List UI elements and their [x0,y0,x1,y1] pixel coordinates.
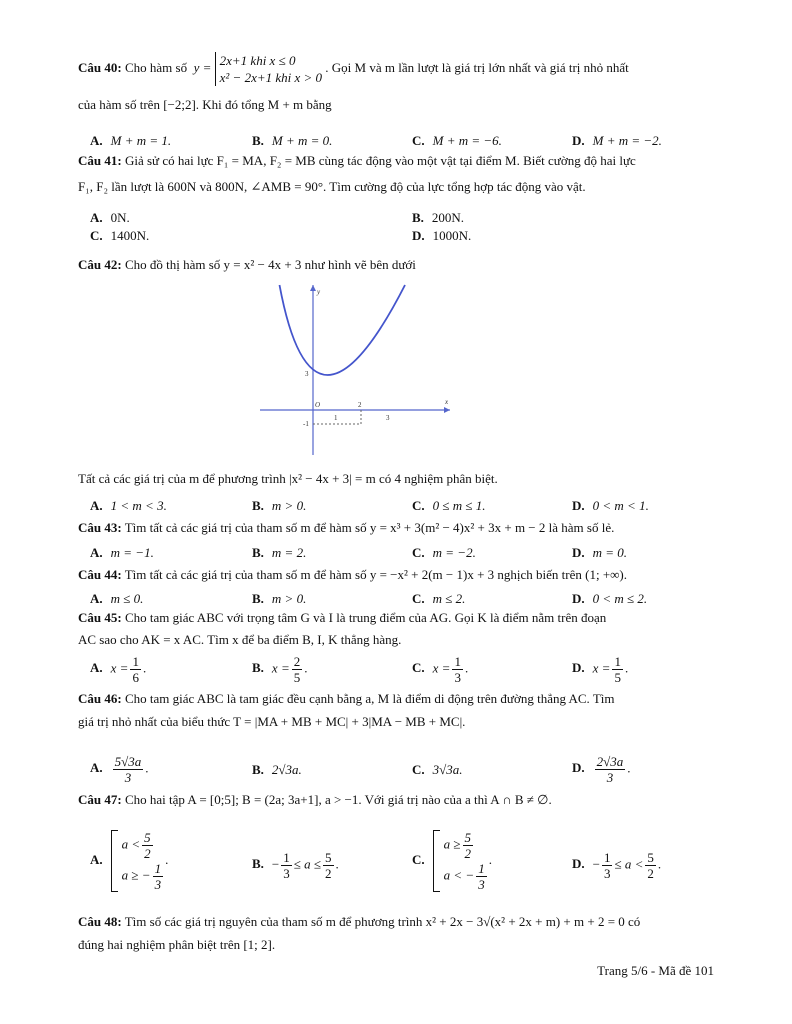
tick-ym1: -1 [303,420,309,428]
q46-stem: Câu 46: Cho tam giác ABC là tam giác đều cạnh bằng a, M là điểm di động trên đường thẳng AC. Tìm [78,691,615,706]
q41-option-c[interactable]: C. 1400N. [90,228,150,243]
q47-stem: Câu 47: Cho hai tập A = [0;5]; B = (2a; 3a+1], a > −1. Với giá trị nào của a thì A ∩ B ≠ ∅. [78,792,552,807]
x-axis-arrow [444,407,450,413]
q44-option-c[interactable]: C. m ≤ 2. [412,591,466,606]
axis-x-label: x [445,398,449,406]
q43-option-a[interactable]: A. m = −1. [90,545,154,560]
q44-option-d[interactable]: D. 0 < m ≤ 2. [572,591,648,606]
q43-option-b[interactable]: B. m = 2. [252,545,307,560]
q42-option-a[interactable]: A. 1 < m < 3. [90,498,167,513]
q46-option-a[interactable]: A. $\frac{5√3a}{3}$ . [90,754,149,785]
axis-y-label: y [317,288,321,296]
q42-option-b[interactable]: B. m > 0. [252,498,307,513]
q48-stem-2: đúng hai nghiệm phân biệt trên [1; 2]. [78,937,276,952]
q40-option-d[interactable]: D. M + m = −2. [572,133,662,148]
q40-stem: Câu 40: Cho hàm số y = 2x+1 khi x ≤ 0 x² − 2x+1 khi x > 0 . Gọi M và m lần lượt là giá trị lớn nhất và giá trị nhỏ nhất [78,53,629,85]
q48-stem: Câu 48: Tìm số các giá trị nguyên của tham số m để phương trình x² + 2x − 3√(x² + 2x + m) + m + 2 = 0 có [78,914,641,929]
q45-option-b[interactable]: B. x = $\frac{2}{5}$ . [252,654,308,685]
q42-option-c[interactable]: C. 0 ≤ m ≤ 1. [412,498,486,513]
tick-y3: 3 [305,370,309,378]
q40-option-b[interactable]: B. M + m = 0. [252,133,333,148]
q46-option-b[interactable]: B. 2√3a. [252,762,302,777]
q40-option-c[interactable]: C. M + m = −6. [412,133,502,148]
q43-stem: Câu 43: Tìm tất cả các giá trị của tham số m để hàm số y = x³ + 3(m² − 4)x² + 3x + m − 2 là hàm số lẻ. [78,520,615,535]
q46-option-d[interactable]: D. $\frac{2√3a}{3}$ . [572,754,631,785]
q42-option-d[interactable]: D. 0 < m < 1. [572,498,649,513]
q47-option-b[interactable]: B. − $\frac{1}{3}$ ≤ a ≤ $\frac{5}{2}$ . [252,850,339,881]
q40-label: Câu 40: [78,59,122,75]
q45-option-d[interactable]: D. x = $\frac{1}{5}$ . [572,654,629,685]
q45-stem-2: AC sao cho AK = x AC. Tìm x để ba điểm B, I, K thẳng hàng. [78,632,402,647]
tick-x3: 3 [386,414,390,422]
tick-x1: 1 [334,414,338,422]
q41-option-b[interactable]: B. 200N. [412,210,465,225]
q40-piecewise: 2x+1 khi x ≤ 0 x² − 2x+1 khi x > 0 [215,52,322,86]
q47-option-a[interactable]: A.a < $\frac{5}{2}$ a ≥ − $\frac{1}{3}$ . [90,830,169,892]
q44-stem: Câu 44: Tìm tất cả các giá trị của tham số m để hàm số y = −x² + 2(m − 1)x + 3 nghịch biến trên (1; +∞). [78,567,627,582]
q41-option-d[interactable]: D. 1000N. [412,228,472,243]
q42-stem: Câu 42: Cho đồ thị hàm số y = x² − 4x + 3 như hình vẽ bên dưới [78,257,416,272]
parabola-curve [280,285,406,375]
q43-option-c[interactable]: C. m = −2. [412,545,476,560]
q40-option-a[interactable]: A. M + m = 1. [90,133,172,148]
q44-option-a[interactable]: A. m ≤ 0. [90,591,144,606]
origin-label: O [315,401,321,409]
q44-option-b[interactable]: B. m > 0. [252,591,307,606]
q43-option-d[interactable]: D. m = 0. [572,545,628,560]
y-axis-arrow [310,285,316,291]
page-footer: Trang 5/6 - Mã đề 101 [597,963,714,978]
q46-option-c[interactable]: C. 3√3a. [412,762,463,777]
q40-stem-2: của hàm số trên [−2;2]. Khi đó tổng M + m bằng [78,97,332,112]
q45-option-c[interactable]: C. x = $\frac{1}{3}$ . [412,654,469,685]
parabola-graph [255,280,455,460]
tick-x2: 2 [358,401,362,409]
q42-stem-2: Tất cả các giá trị của m để phương trình |x² − 4x + 3| = m có 4 nghiệm phân biệt. [78,471,498,486]
q47-option-d[interactable]: D. − $\frac{1}{3}$ ≤ a < $\frac{5}{2}$ . [572,850,662,881]
q41-stem-2: F₁, F₂ lần lượt là 600N và 800N, ∠AMB = 90°. Tìm cường độ của lực tổng hợp tác động vào vật. [78,179,586,194]
q45-stem: Câu 45: Cho tam giác ABC với trọng tâm G và I là trung điểm của AG. Gọi K là điểm nằm trên đoạn [78,610,607,625]
q41-stem: Câu 41: Giả sử có hai lực F₁ = MA, F₂ = MB cùng tác động vào một vật tại điểm M. Biết cường độ hai lực [78,153,636,168]
q46-stem-2: giá trị nhỏ nhất của biểu thức T = |MA + MB + MC| + 3|MA − MB + MC|. [78,714,466,729]
q41-option-a[interactable]: A. 0N. [90,210,130,225]
q47-option-c[interactable]: C.a ≥ $\frac{5}{2}$ a < − $\frac{1}{3}$ . [412,830,492,892]
q45-option-a[interactable]: A. x = $\frac{1}{6}$ . [90,654,147,685]
